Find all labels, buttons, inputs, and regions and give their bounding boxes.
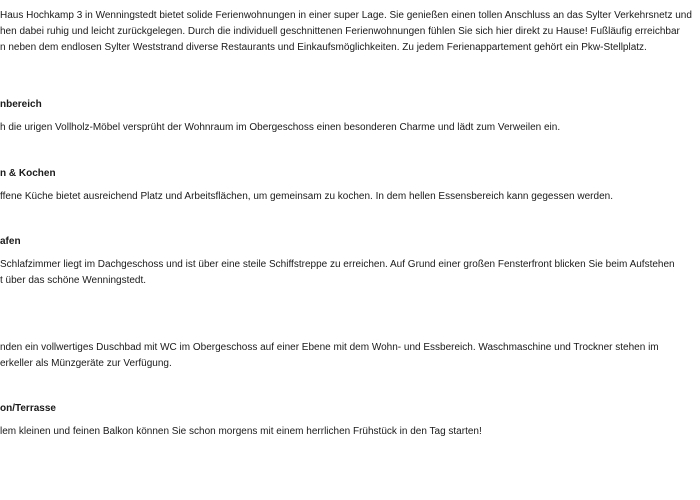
- text-line: ffene Küche bietet ausreichend Platz und Arbeitsflächen, um gemeinsam zu kochen. In dem hellen Essensbereich kann gegessen werden.: [0, 191, 613, 202]
- text-line: nden ein vollwertiges Duschbad mit WC im Obergeschoss auf einer Ebene mit dem Wohn- und Essbereich. Waschmaschine und Trockner stehen im: [0, 342, 659, 353]
- intro-paragraph: [0, 8, 700, 56]
- text-line: erkeller als Münzgeräte zur Verfügung.: [0, 358, 172, 369]
- section-text-wohnbereich: [0, 120, 700, 136]
- intro-line: hen dabei ruhig und leicht zurückgelegen. Durch die individuell geschnittenen Ferienwohnungen fühlen Sie sich hier direkt zu Hause! Fußläufig erreichbar: [0, 26, 680, 37]
- section-heading-essen: n & Kochen: [0, 168, 56, 179]
- section-text-bad: [0, 340, 700, 372]
- text-line: Schlafzimmer liegt im Dachgeschoss und ist über eine steile Schiffstreppe zu erreichen. Auf Grund einer großen Fensterfront blicken Sie beim Aufstehen: [0, 259, 675, 270]
- section-text-balkon: [0, 424, 700, 440]
- text-line: lem kleinen und feinen Balkon können Sie schon morgens mit einem herrlichen Frühstück in den Tag starten!: [0, 426, 482, 437]
- section-text-essen: [0, 189, 700, 205]
- section-heading-wohnbereich: nbereich: [0, 99, 42, 110]
- text-line: h die urigen Vollholz-Möbel versprüht der Wohnraum im Obergeschoss einen besonderen Charme und lädt zum Verweilen ein.: [0, 122, 561, 133]
- section-heading-balkon: on/Terrasse: [0, 403, 56, 414]
- section-text-schlafen: [0, 257, 700, 289]
- intro-line: Haus Hochkamp 3 in Wenningstedt bietet solide Ferienwohnungen in einer super Lage. Sie genießen einen tollen Anschluss an das Sylter Verkehrsnetz und: [0, 10, 692, 21]
- intro-line: n neben dem endlosen Sylter Weststrand diverse Restaurants und Einkaufsmöglichkeiten. Zu jedem Ferienappartement gehört ein Pkw-Stellplatz.: [0, 42, 647, 53]
- section-heading-schlafen: afen: [0, 236, 21, 247]
- text-line: t über das schöne Wenningstedt.: [0, 275, 147, 286]
